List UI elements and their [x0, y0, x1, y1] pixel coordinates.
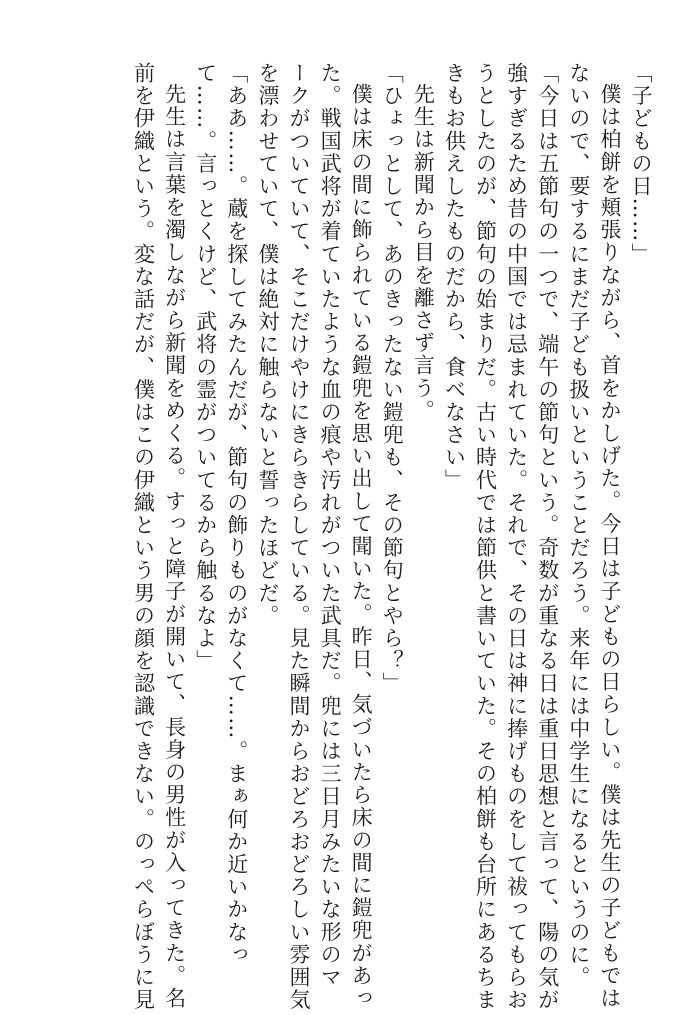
text-line: 「子どもの日……」	[629, 62, 653, 266]
vertical-text-block	[127, 62, 656, 1012]
text-line: ークがついていて、そこだけやけにきらきらしている。見た瞬間からおどろおどろしい雰囲気	[286, 62, 311, 1012]
text-line: て……。言っとくけど、武将の霊がついてるから触るなよ」	[193, 62, 218, 673]
text-line: うとしたのが、節句の始まりだ。古い時代では節供と書いていた。その柏餅も台所にあるちま	[473, 62, 498, 1012]
text-line: きもお供えしたものだから、食べなさい」	[442, 62, 467, 492]
text-line: た。戦国武将が着ていたような血の痕や汚れがついた武具だ。兜には三日月みたいな形のマ	[318, 62, 343, 989]
text-line: 強すぎるため昔の中国では忌まれていた。それで、その日は神に捧げものをして祓ってもらお	[504, 62, 529, 1012]
text-line: 先生は言葉を濁しながら新聞をめくる。すっと障子が開いて、長身の男性が入ってきた。名	[162, 83, 187, 1010]
text-line: ないので、要するにまだ子ども扱いということだろう。来年には中学生になるというのに。	[566, 62, 591, 989]
text-line: 前を伊織という。変な話だが、僕はこの伊織という男の顔を認識できない。のっぺらぼうに見	[131, 62, 156, 1012]
text-line: 僕は床の間に飾られている鎧兜を思い出して聞いた。昨日、気づいたら床の間に鎧兜があっ	[349, 83, 374, 1010]
text-line: 「ああ……。蔵を探してみたんだが、節句の飾りものがなくて……。まぁ何か近いかなっ	[224, 62, 249, 966]
text-line: 「今日は五節句の一つで、端午の節句という。奇数が重なる日は重日思想と言って、陽の気が	[535, 62, 560, 1012]
text-line: を漂わせていて、僕は絶対に触らないと誓ったほどだ。	[255, 62, 280, 627]
text-line: 「ひょっとして、あのきったない鎧兜も、その節句とやら？」	[380, 62, 405, 695]
text-line: 僕は柏餅を頬張りながら、首をかしげた。今日は子どもの日らしい。僕は先生の子どもでは	[597, 83, 622, 1010]
text-line: 先生は新聞から目を離さず言う。	[411, 83, 436, 422]
